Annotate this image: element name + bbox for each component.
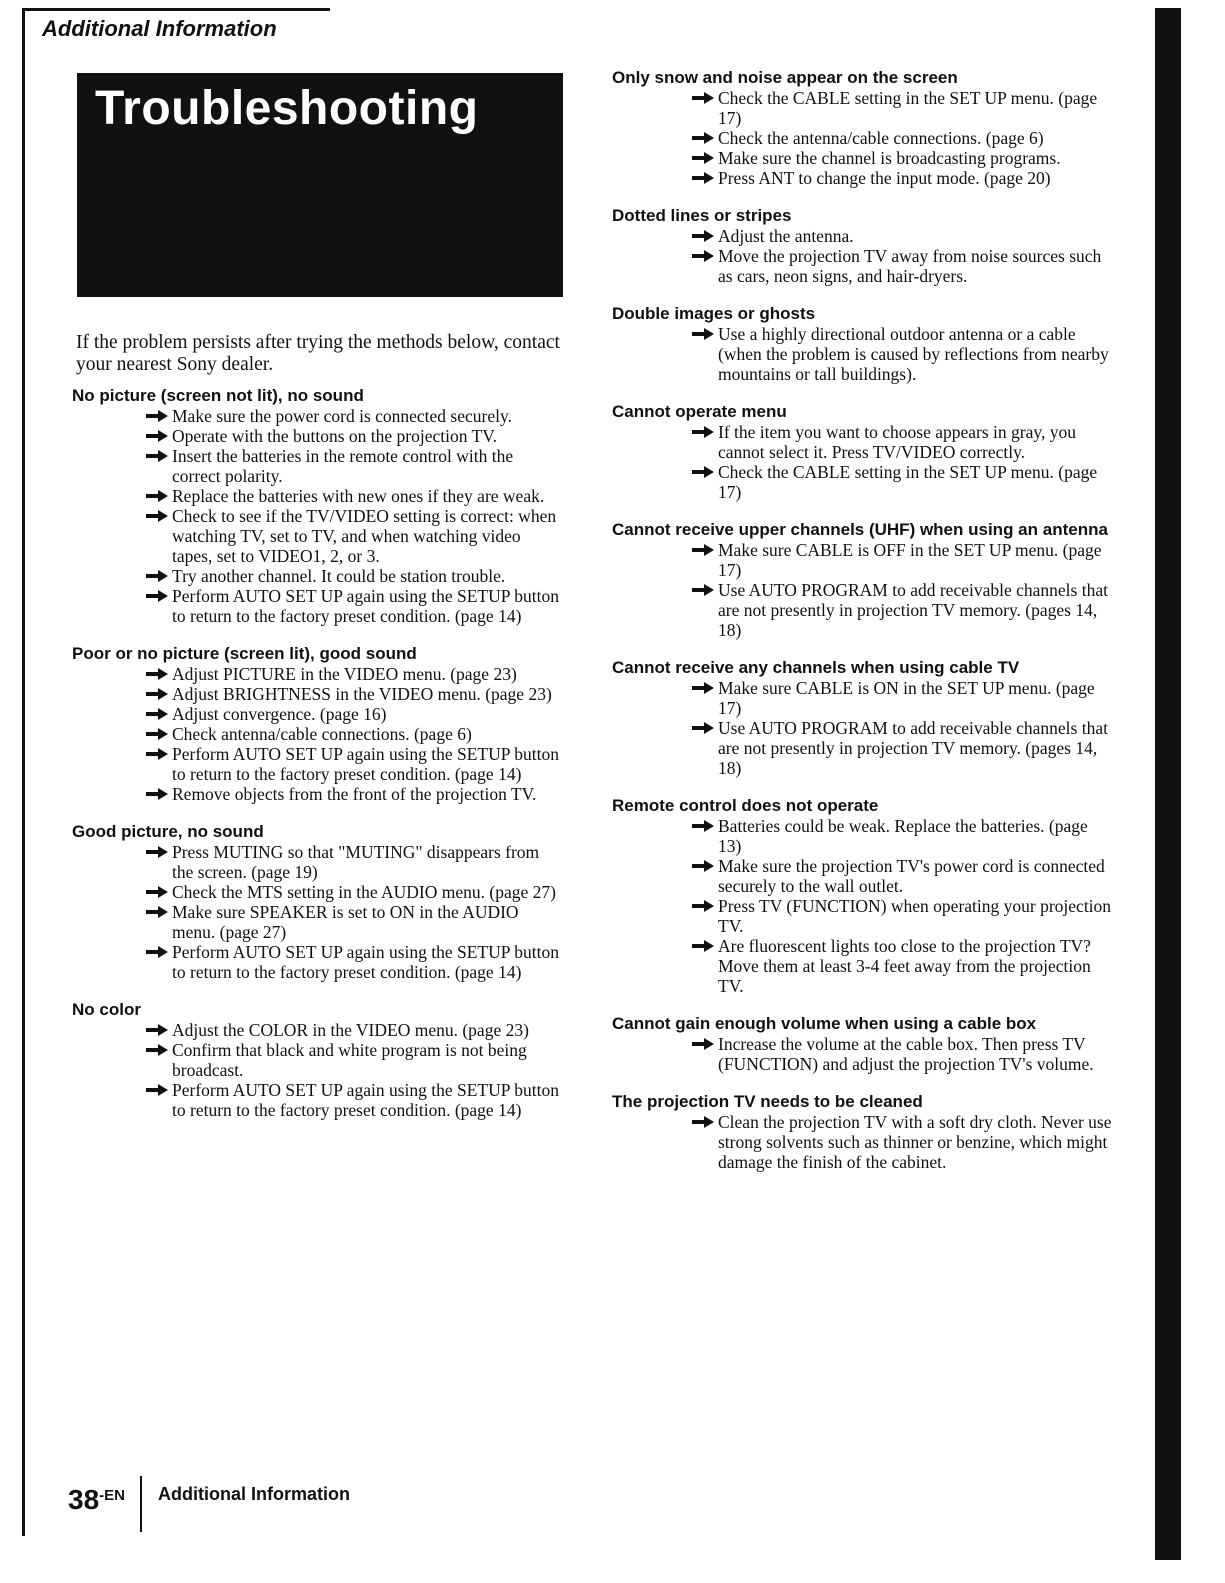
arrow-right-icon: [692, 328, 714, 340]
remedy-list: [612, 226, 1112, 286]
arrow-right-icon: [146, 906, 168, 918]
trouble-section: [612, 304, 1112, 384]
remedy-item: [692, 148, 1112, 168]
remedy-text: Replace the batteries with new ones if they are weak.: [172, 486, 545, 506]
remedy-text: Make sure SPEAKER is set to ON in the AUDIO menu. (page 27): [172, 902, 519, 942]
trouble-section: [72, 1000, 564, 1120]
remedy-text: Make sure the projection TV's power cord is connected securely to the wall outlet.: [718, 856, 1105, 896]
section-heading: Cannot operate menu: [612, 402, 787, 421]
remedy-item: [146, 704, 564, 724]
section-heading: Poor or no picture (screen lit), good sound: [72, 644, 417, 663]
arrow-right-icon: [692, 544, 714, 556]
arrow-right-icon: [692, 132, 714, 144]
right-column: [612, 68, 1112, 1190]
remedy-text: Try another channel. It could be station trouble.: [172, 566, 506, 586]
section-heading: Double images or ghosts: [612, 304, 816, 323]
intro-paragraph: If the problem persists after trying the methods below, contact your nearest Sony dealer.: [76, 332, 560, 375]
page-title: Troubleshooting: [95, 82, 479, 135]
remedy-text: Press ANT to change the input mode. (page 20): [718, 168, 1051, 188]
trouble-section: [72, 644, 564, 804]
remedy-text: Batteries could be weak. Replace the batteries. (page 13): [718, 816, 1088, 856]
remedy-text: Check to see if the TV/VIDEO setting is correct: when watching TV, set to TV, and when watching video tapes, set to VIDEO1, 2, or 3.: [172, 506, 557, 566]
top-rule: [22, 8, 330, 11]
arrow-right-icon: [146, 846, 168, 858]
trouble-section: [612, 402, 1112, 502]
remedy-list: [612, 1112, 1112, 1172]
remedy-text: Perform AUTO SET UP again using the SETUP button to return to the factory preset condition. (page 14): [172, 586, 559, 626]
remedy-item: [146, 486, 564, 506]
remedy-item: [692, 168, 1112, 188]
remedy-text: Insert the batteries in the remote control with the correct polarity.: [172, 446, 514, 486]
remedy-text: Use a highly directional outdoor antenna or a cable (when the problem is caused by reflections from nearby mountains or tall buildings).: [718, 324, 1109, 384]
remedy-text: If the item you want to choose appears in gray, you cannot select it. Press TV/VIDEO correctly.: [718, 422, 1076, 462]
section-header: Additional Information: [42, 16, 277, 41]
remedy-text: Check the MTS setting in the AUDIO menu. (page 27): [172, 882, 556, 902]
arrow-right-icon: [692, 230, 714, 242]
title-block: [77, 73, 563, 297]
remedy-text: Check the CABLE setting in the SET UP menu. (page 17): [718, 462, 1098, 502]
remedy-text: Increase the volume at the cable box. Then press TV (FUNCTION) and adjust the projection TV's volume.: [718, 1034, 1094, 1074]
remedy-text: Make sure the channel is broadcasting programs.: [718, 148, 1061, 168]
arrow-right-icon: [692, 250, 714, 262]
arrow-right-icon: [146, 450, 168, 462]
remedy-text: Confirm that black and white program is not being broadcast.: [172, 1040, 527, 1080]
remedy-item: [692, 856, 1112, 896]
remedy-item: [692, 540, 1112, 580]
remedy-text: Perform AUTO SET UP again using the SETUP button to return to the factory preset condition. (page 14): [172, 942, 559, 982]
remedy-item: [146, 446, 564, 486]
arrow-right-icon: [146, 668, 168, 680]
remedy-text: Are fluorescent lights too close to the projection TV? Move them at least 3-4 feet away from the projection TV.: [718, 936, 1091, 996]
remedy-item: [692, 936, 1112, 996]
trouble-section: [612, 658, 1112, 778]
section-heading: No picture (screen not lit), no sound: [72, 386, 364, 405]
page-number-value: 38: [68, 1484, 100, 1515]
section-heading: Only snow and noise appear on the screen: [612, 68, 958, 87]
remedy-item: [146, 664, 564, 684]
remedy-item: [146, 842, 564, 882]
remedy-item: [692, 246, 1112, 286]
trouble-section: [612, 68, 1112, 188]
remedy-text: Make sure the power cord is connected securely.: [172, 406, 512, 426]
arrow-right-icon: [692, 1038, 714, 1050]
section-heading: Dotted lines or stripes: [612, 206, 792, 225]
page-number-suffix: -EN: [99, 1487, 125, 1504]
section-heading: Good picture, no sound: [72, 822, 264, 841]
remedy-text: Perform AUTO SET UP again using the SETUP button to return to the factory preset condition. (page 14): [172, 744, 559, 784]
remedy-text: Remove objects from the front of the projection TV.: [172, 784, 537, 804]
arrow-right-icon: [692, 92, 714, 104]
remedy-item: [146, 406, 564, 426]
trouble-section: [612, 520, 1112, 640]
section-heading: Cannot receive upper channels (UHF) when using an antenna: [612, 520, 1108, 539]
remedy-text: Adjust BRIGHTNESS in the VIDEO menu. (page 23): [172, 684, 552, 704]
remedy-list: [612, 422, 1112, 502]
remedy-list: [612, 1034, 1112, 1074]
page-number: [68, 1484, 125, 1516]
trouble-section: [612, 1014, 1112, 1074]
remedy-text: Use AUTO PROGRAM to add receivable channels that are not presently in projection TV memory. (pages 14, 18): [718, 580, 1108, 640]
arrow-right-icon: [692, 172, 714, 184]
remedy-list: [72, 664, 564, 804]
remedy-item: [146, 506, 564, 566]
arrow-right-icon: [692, 1116, 714, 1128]
remedy-text: Press MUTING so that "MUTING" disappears from the screen. (page 19): [172, 842, 540, 882]
remedy-item: [146, 426, 564, 446]
section-heading: No color: [72, 1000, 141, 1019]
remedy-text: Perform AUTO SET UP again using the SETUP button to return to the factory preset condition. (page 14): [172, 1080, 559, 1120]
trouble-section: [612, 206, 1112, 286]
remedy-item: [146, 724, 564, 744]
remedy-list: [612, 816, 1112, 996]
remedy-text: Press TV (FUNCTION) when operating your projection TV.: [718, 896, 1112, 936]
remedy-list: [612, 324, 1112, 384]
section-heading: Remote control does not operate: [612, 796, 879, 815]
arrow-right-icon: [146, 1084, 168, 1096]
remedy-item: [692, 1034, 1112, 1074]
arrow-right-icon: [692, 722, 714, 734]
arrow-right-icon: [692, 940, 714, 952]
left-sections: [72, 386, 564, 1120]
section-heading: The projection TV needs to be cleaned: [612, 1092, 923, 1111]
remedy-item: [692, 226, 1112, 246]
remedy-item: [692, 422, 1112, 462]
remedy-item: [692, 896, 1112, 936]
right-edge-bar: [1155, 8, 1181, 1560]
arrow-right-icon: [692, 426, 714, 438]
right-sections: [612, 68, 1112, 1172]
remedy-item: [146, 1040, 564, 1080]
remedy-list: [612, 88, 1112, 188]
arrow-right-icon: [146, 510, 168, 522]
remedy-text: Adjust the COLOR in the VIDEO menu. (page 23): [172, 1020, 529, 1040]
section-heading: Cannot receive any channels when using cable TV: [612, 658, 1020, 677]
remedy-list: [72, 406, 564, 626]
remedy-item: [146, 902, 564, 942]
arrow-right-icon: [146, 1044, 168, 1056]
arrow-right-icon: [146, 688, 168, 700]
arrow-right-icon: [692, 584, 714, 596]
arrow-right-icon: [146, 590, 168, 602]
remedy-text: Operate with the buttons on the projection TV.: [172, 426, 497, 446]
left-column: [72, 332, 564, 1138]
remedy-item: [146, 684, 564, 704]
arrow-right-icon: [146, 788, 168, 800]
remedy-text: Check the CABLE setting in the SET UP menu. (page 17): [718, 88, 1098, 128]
arrow-right-icon: [146, 490, 168, 502]
arrow-right-icon: [692, 152, 714, 164]
arrow-right-icon: [146, 748, 168, 760]
remedy-text: Use AUTO PROGRAM to add receivable channels that are not presently in projection TV memory. (pages 14, 18): [718, 718, 1108, 778]
trouble-section: [612, 796, 1112, 996]
arrow-right-icon: [146, 570, 168, 582]
remedy-item: [146, 1020, 564, 1040]
remedy-item: [692, 580, 1112, 640]
remedy-item: [692, 816, 1112, 856]
remedy-text: Adjust PICTURE in the VIDEO menu. (page 23): [172, 664, 517, 684]
arrow-right-icon: [146, 410, 168, 422]
remedy-text: Move the projection TV away from noise sources such as cars, neon signs, and hair-dryers.: [718, 246, 1102, 286]
trouble-section: [612, 1092, 1112, 1172]
remedy-item: [146, 744, 564, 784]
remedy-text: Make sure CABLE is OFF in the SET UP menu. (page 17): [718, 540, 1102, 580]
arrow-right-icon: [146, 708, 168, 720]
arrow-right-icon: [146, 946, 168, 958]
remedy-item: [146, 784, 564, 804]
remedy-item: [146, 882, 564, 902]
remedy-item: [692, 128, 1112, 148]
remedy-text: Adjust convergence. (page 16): [172, 704, 387, 724]
remedy-text: Make sure CABLE is ON in the SET UP menu. (page 17): [718, 678, 1095, 718]
remedy-item: [692, 678, 1112, 718]
remedy-list: [72, 1020, 564, 1120]
arrow-right-icon: [146, 1024, 168, 1036]
arrow-right-icon: [692, 466, 714, 478]
arrow-right-icon: [692, 820, 714, 832]
remedy-item: [692, 718, 1112, 778]
remedy-text: Check antenna/cable connections. (page 6): [172, 724, 472, 744]
remedy-item: [146, 566, 564, 586]
trouble-section: [72, 822, 564, 982]
left-margin-rule: [22, 8, 25, 1536]
footer-label: Additional Information: [158, 1484, 350, 1504]
arrow-right-icon: [146, 886, 168, 898]
remedy-item: [146, 586, 564, 626]
arrow-right-icon: [692, 860, 714, 872]
remedy-list: [612, 678, 1112, 778]
remedy-text: Adjust the antenna.: [718, 226, 854, 246]
remedy-text: Check the antenna/cable connections. (page 6): [718, 128, 1044, 148]
remedy-list: [72, 842, 564, 982]
remedy-item: [692, 462, 1112, 502]
remedy-text: Clean the projection TV with a soft dry cloth. Never use strong solvents such as thinner or benzine, which might damage the finish of the cabinet.: [718, 1112, 1112, 1172]
arrow-right-icon: [146, 728, 168, 740]
trouble-section: [72, 386, 564, 626]
remedy-item: [146, 1080, 564, 1120]
arrow-right-icon: [146, 430, 168, 442]
remedy-item: [146, 942, 564, 982]
footer-divider: [140, 1476, 142, 1532]
arrow-right-icon: [692, 682, 714, 694]
section-heading: Cannot gain enough volume when using a cable box: [612, 1014, 1037, 1033]
remedy-item: [692, 88, 1112, 128]
remedy-item: [692, 1112, 1112, 1172]
arrow-right-icon: [692, 900, 714, 912]
remedy-item: [692, 324, 1112, 384]
remedy-list: [612, 540, 1112, 640]
